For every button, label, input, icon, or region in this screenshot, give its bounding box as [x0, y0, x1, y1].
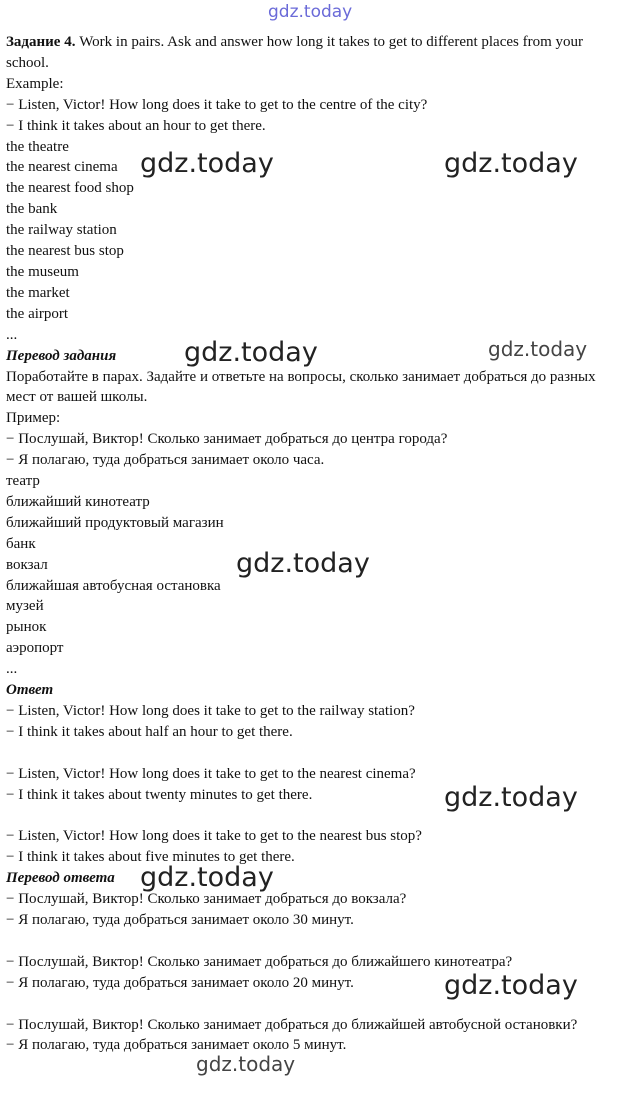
- answer-translation-reply: − Я полагаю, туда добраться занимает около 30 минут.: [6, 912, 354, 929]
- place-item: the market: [6, 284, 70, 301]
- translated-place-item: ближайший продуктовый магазин: [6, 514, 224, 531]
- answer-reply: − I think it takes about half an hour to get there.: [6, 723, 293, 740]
- place-item: the museum: [6, 263, 79, 280]
- translated-place-item: ближайшая автобусная остановка: [6, 577, 221, 594]
- translation-example-question: − Послушай, Виктор! Сколько занимает добраться до центра города?: [6, 431, 448, 448]
- answer-question: − Listen, Victor! How long does it take to get to the nearest cinema?: [6, 765, 416, 782]
- task-number: Задание 4.: [6, 34, 76, 50]
- example-label: Example:: [6, 75, 64, 92]
- example-answer: − I think it takes about an hour to get there.: [6, 117, 266, 134]
- translated-place-item: ...: [6, 661, 18, 678]
- watermark-logo: gdz.today: [184, 337, 318, 368]
- place-item: the airport: [6, 305, 69, 322]
- spacer: [6, 931, 612, 952]
- task-text: Work in pairs. Ask and answer how long it takes to get to different places from your school.: [6, 34, 584, 71]
- place-item: the nearest bus stop: [6, 243, 124, 260]
- example-question: − Listen, Victor! How long does it take to get to the centre of the city?: [6, 96, 428, 113]
- translation-label: Перевод задания: [6, 347, 117, 364]
- watermark-logo: gdz.today: [236, 548, 370, 579]
- watermark-logo: gdz.today: [488, 337, 588, 361]
- spacer: [6, 743, 612, 764]
- answer-question: − Listen, Victor! How long does it take to get to the nearest bus stop?: [6, 828, 422, 845]
- translated-place-item: театр: [6, 473, 40, 490]
- answer-translation-reply: − Я полагаю, туда добраться занимает около 5 минут.: [6, 1037, 347, 1054]
- translated-place-item: банк: [6, 535, 36, 552]
- translation-example-label: Пример:: [6, 410, 61, 427]
- answer-reply: − I think it takes about twenty minutes to get there.: [6, 786, 313, 803]
- answer-question: − Listen, Victor! How long does it take to get to the railway station?: [6, 703, 415, 719]
- answer-reply: − I think it takes about five minutes to get there.: [6, 849, 295, 866]
- answer-translation-reply: − Я полагаю, туда добраться занимает около 20 минут.: [6, 974, 354, 991]
- watermark-logo: gdz.today: [140, 148, 274, 179]
- place-item: the nearest cinema: [6, 159, 118, 176]
- answer-translation-question: − Послушай, Виктор! Сколько занимает добраться до ближайшего кинотеатра?: [6, 953, 513, 970]
- translation-text: Поработайте в парах. Задайте и ответьте на вопросы, сколько занимает добраться до разных мест от вашей школы.: [6, 368, 596, 406]
- answer-translation-question: − Послушай, Виктор! Сколько занимает добраться до ближайшей автобусной остановки?: [6, 1016, 578, 1033]
- place-item: ...: [6, 326, 18, 343]
- watermark-logo: gdz.today: [268, 2, 353, 22]
- place-item: the bank: [6, 201, 58, 218]
- watermark-logo: gdz.today: [140, 862, 274, 893]
- translated-place-item: ближайший кинотеатр: [6, 493, 150, 510]
- answer-translation-question: − Послушай, Виктор! Сколько занимает добраться до вокзала?: [6, 891, 407, 908]
- answer-label: Ответ: [6, 682, 54, 699]
- watermark-logo: gdz.today: [444, 970, 578, 1001]
- answer-translation-label: Перевод ответа: [6, 870, 115, 887]
- translation-example-answer: − Я полагаю, туда добраться занимает около часа.: [6, 452, 325, 469]
- watermark-logo: gdz.today: [444, 148, 578, 179]
- place-item: the railway station: [6, 222, 117, 239]
- document-body: [6, 32, 612, 1056]
- place-item: the nearest food shop: [6, 180, 134, 197]
- translated-place-item: вокзал: [6, 556, 48, 573]
- translated-place-item: музей: [6, 598, 44, 615]
- translated-place-item: рынок: [6, 619, 47, 636]
- translated-place-item: аэропорт: [6, 640, 64, 657]
- task-heading: [6, 32, 612, 74]
- watermark-logo: gdz.today: [444, 782, 578, 813]
- watermark-logo: gdz.today: [196, 1052, 296, 1076]
- place-item: the theatre: [6, 138, 69, 155]
